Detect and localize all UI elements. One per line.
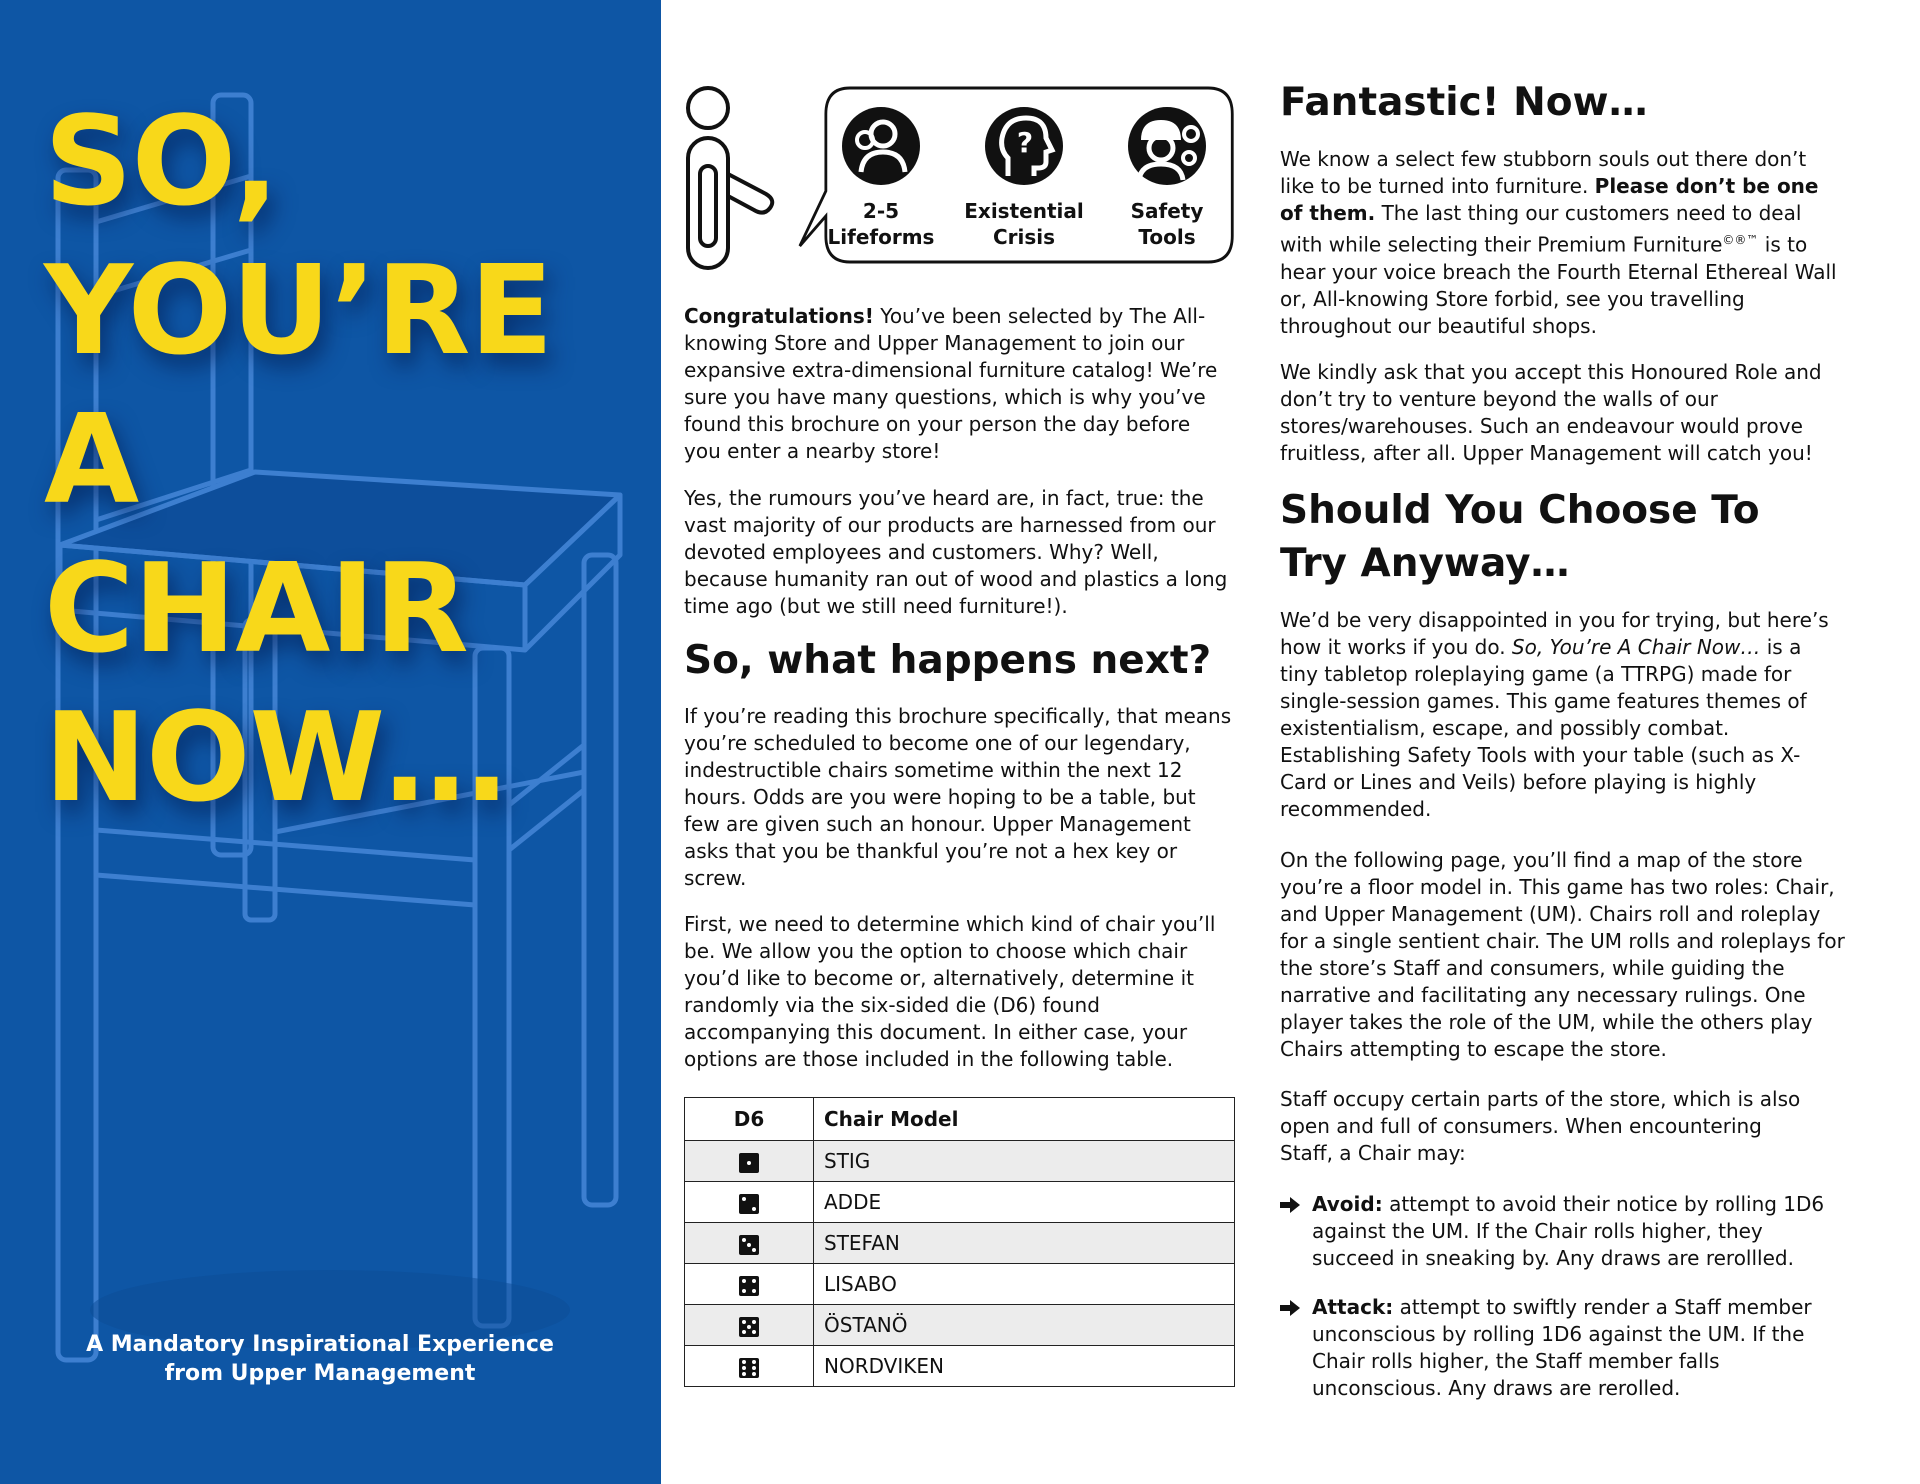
intro-paragraph	[684, 303, 1232, 465]
table-row	[685, 1346, 1235, 1387]
stubborn-text-c: is to hear your voice breach the Fourth Eternal Ethereal Wall or, All-knowing Store forbid, see you travelling throughout our beautiful shops.	[1280, 232, 1837, 338]
bullet-text	[1312, 1191, 1840, 1272]
bullet-avoid	[1280, 1191, 1840, 1272]
die-face-icon	[739, 1358, 759, 1378]
stat-label-line: Safety	[1130, 199, 1204, 223]
stat-theme	[954, 106, 1094, 250]
chair-model-cell: STIG	[814, 1141, 1235, 1182]
cover-title-line: SO,	[44, 91, 279, 234]
table-row	[685, 1182, 1235, 1223]
table-row	[685, 1141, 1235, 1182]
intro-text: You’ve been selected by The All-knowing Store and Upper Management to join our expansive extra-dimensional furniture catalog! We’re sure you have many questions, which is why you’ve found this brochure on your person the day before you enter a nearby store!	[684, 304, 1218, 463]
die-pip	[742, 1320, 746, 1324]
bullet-bold: Attack:	[1312, 1295, 1394, 1319]
die-pip	[752, 1207, 756, 1211]
section-heading-try-anyway	[1280, 484, 1840, 590]
question-head-icon	[984, 106, 1064, 186]
die-cell	[685, 1305, 814, 1346]
die-pip	[752, 1279, 756, 1283]
die-pip	[742, 1279, 746, 1283]
die-pip	[752, 1289, 756, 1293]
die-pip	[747, 1161, 751, 1165]
bullet-attack	[1280, 1294, 1840, 1402]
game-info-graphic	[684, 86, 1236, 271]
stat-safety	[1097, 106, 1237, 250]
staff-paragraph: Staff occupy certain parts of the store, which is also open and full of consumers. When encountering Staff, a Chair may:	[1280, 1087, 1801, 1165]
intro-bold: Congratulations!	[684, 304, 874, 328]
stat-label-line: Existential	[964, 199, 1084, 223]
game-title-italic: So, You’re A Chair Now…	[1511, 635, 1761, 659]
die-pip	[742, 1238, 746, 1242]
chair-model-cell: LISABO	[814, 1264, 1235, 1305]
stat-label-line: Crisis	[992, 225, 1056, 249]
stat-label-line: 2-5	[862, 199, 900, 223]
cover-title-line: NOW…	[44, 687, 507, 830]
die-pip	[752, 1320, 756, 1324]
die-pip	[752, 1360, 756, 1364]
stat-players	[811, 106, 951, 250]
table-row	[685, 1223, 1235, 1264]
arrow-right-icon	[1280, 1197, 1300, 1213]
stubborn-bold: Please don’t be one of them.	[1280, 174, 1819, 225]
cover-tagline-line: A Mandatory Inspirational Experience	[86, 1332, 554, 1357]
choose-chair-paragraph: First, we need to determine which kind of chair you’ll be. We allow you the option to choose which chair you’d like to become or, alternatively, determine it randomly via the six-sided die (D6) found accompanying this document. In either case, your options are those included in the following table.	[684, 912, 1216, 1071]
die-face-icon	[739, 1317, 759, 1337]
heading-line: Try Anyway…	[1280, 541, 1570, 586]
die-cell	[685, 1182, 814, 1223]
overview-text-b: is a tiny tabletop roleplaying game (a TTRPG) made for single-session games. This game features themes of existentialism, escape, and possibly combat. Establishing Safety Tools with your table (such as X-Card or Lines and Veils) before playing is highly recommended.	[1280, 635, 1807, 821]
cover-title-line: YOU’RE	[44, 240, 553, 383]
die-pip	[752, 1366, 756, 1370]
arrow-right-icon	[1280, 1300, 1300, 1316]
svg-text:?: ?	[1016, 126, 1034, 159]
die-pip	[742, 1330, 746, 1334]
cover-tagline-line: from Upper Management	[164, 1361, 476, 1386]
die-face-icon	[739, 1235, 759, 1255]
die-face-icon	[739, 1276, 759, 1296]
die-face-icon	[739, 1194, 759, 1214]
die-face-icon	[739, 1153, 759, 1173]
stubborn-paragraph	[1280, 146, 1840, 340]
bullet-bold: Avoid:	[1312, 1192, 1383, 1216]
section-heading-fantastic: Fantastic! Now…	[1280, 80, 1648, 125]
cover-title-line: A	[44, 389, 139, 532]
die-pip	[752, 1330, 756, 1334]
column-header-model: Chair Model	[814, 1098, 1235, 1141]
die-pip	[747, 1325, 751, 1329]
heading-line: Should You Choose To	[1280, 488, 1760, 533]
worker-gear-icon	[1127, 106, 1207, 186]
cover-panel	[0, 0, 661, 1484]
overview-text-a: We’d be very disappointed in you for trying, but here’s how it works if you do.	[1280, 608, 1829, 659]
column-header-d6: D6	[685, 1098, 814, 1141]
die-cell	[685, 1264, 814, 1305]
stat-label-line: Tools	[1138, 225, 1196, 249]
stat-label-line: Lifeforms	[827, 225, 935, 249]
chair-model-cell: ADDE	[814, 1182, 1235, 1223]
stubborn-text-a: We know a select few stubborn souls out there don’t like to be turned into furniture.	[1280, 147, 1807, 198]
table-header-row	[685, 1098, 1235, 1141]
die-pip	[742, 1197, 746, 1201]
users-icon	[841, 106, 921, 186]
die-pip	[752, 1372, 756, 1376]
die-pip	[752, 1248, 756, 1252]
chair-model-table	[684, 1097, 1235, 1387]
die-cell	[685, 1141, 814, 1182]
bullet-text	[1312, 1294, 1840, 1402]
bullet-body: attempt to avoid their notice by rolling 1D6 against the UM. If the Chair rolls higher, they succeed in sneaking by. Any draws are rerollled.	[1312, 1192, 1825, 1270]
die-pip	[742, 1372, 746, 1376]
honoured-role-paragraph: We kindly ask that you accept this Honoured Role and don’t try to venture beyond the walls of our stores/warehouses. Such an endeavour would prove fruitless, after all. Upper Management will catch you!	[1280, 360, 1822, 465]
cover-tagline	[40, 1330, 600, 1388]
person-icon	[684, 86, 784, 271]
chair-model-cell: NORDVIKEN	[814, 1346, 1235, 1387]
chair-model-cell: STEFAN	[814, 1223, 1235, 1264]
die-pip	[742, 1289, 746, 1293]
game-overview-paragraph	[1280, 607, 1840, 823]
table-row	[685, 1264, 1235, 1305]
stubborn-text-b: The last thing our customers need to deal with while selecting their Premium Furniture	[1280, 201, 1802, 257]
section-heading-next: So, what happens next?	[684, 638, 1212, 683]
die-pip	[747, 1243, 751, 1247]
trademark-symbols: ©®™	[1722, 233, 1759, 247]
die-pip	[742, 1360, 746, 1364]
cover-title-line: CHAIR	[44, 538, 468, 681]
schedule-paragraph: If you’re reading this brochure specifically, that means you’re scheduled to become one of our legendary, indestructible chairs sometime within the next 12 hours. Odds are you were hoping to be a table, but few are given such an honour. Upper Management asks that you be thankful you’re not a hex key or screw.	[684, 704, 1232, 890]
die-cell	[685, 1346, 814, 1387]
table-row	[685, 1305, 1235, 1346]
die-cell	[685, 1223, 814, 1264]
cover-title	[44, 88, 553, 833]
rumours-paragraph: Yes, the rumours you’ve heard are, in fact, true: the vast majority of our products are harnessed from our devoted employees and customers. Why? Well, because humanity ran out of wood and plastics a long time ago (but we still need furniture!).	[684, 486, 1228, 618]
chair-model-cell: ÖSTANÖ	[814, 1305, 1235, 1346]
bullet-body: attempt to swiftly render a Staff member unconscious by rolling 1D6 against the UM. If the Chair rolls higher, the Staff member falls unconscious. Any draws are rerolled.	[1312, 1295, 1812, 1400]
roles-paragraph: On the following page, you’ll find a map of the store you’re a floor model in. This game has two roles: Chair, and Upper Management (UM). Chairs roll and roleplay for a single sentient chair. The UM rolls and roleplays for the store’s Staff and consumers, while guiding the narrative and facilitating any necessary rulings. One player takes the role of the UM, while the others play Chairs attempting to escape the store.	[1280, 848, 1845, 1061]
die-pip	[742, 1366, 746, 1370]
